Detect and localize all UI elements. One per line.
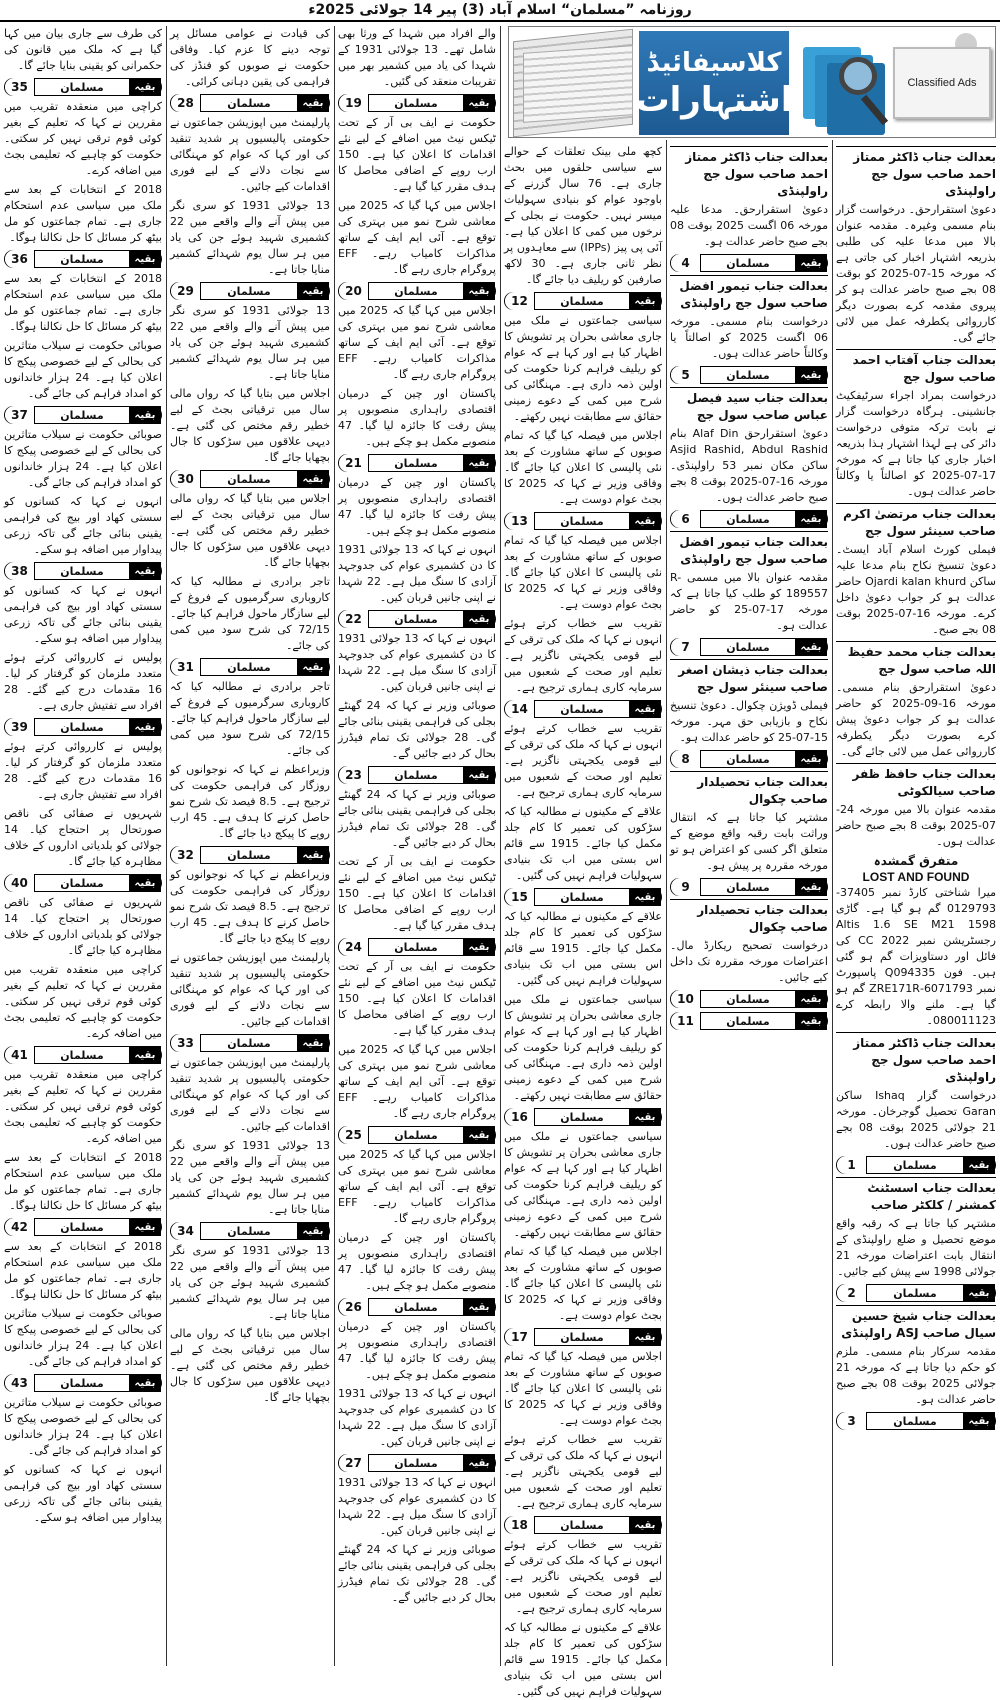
marker-number: 17 <box>505 1328 535 1346</box>
marker-tag: بقیہ <box>795 1012 827 1030</box>
marker-city: مسلمان <box>394 456 438 470</box>
column-divider <box>334 26 335 1666</box>
marker-city: مسلمان <box>394 1456 438 1470</box>
marker-city: مسلمان <box>227 284 271 298</box>
article-paragraph: 2018 کے انتخابات کے بعد سے ملک میں سیاسی عدم استحکام جاری ہے۔ تمام جماعتوں کو مل بیٹھ کر مسائل کا حل نکالنا ہوگا۔ <box>4 1151 162 1212</box>
article-paragraph: کراچی میں منعقدہ تقریب میں مقررین نے کہا کہ تعلیم کے بغیر کوئی قوم ترقی نہیں کر سکتی۔ حکومت کو چاہیے کہ تعلیمی بجٹ میں اضافہ کرے۔ <box>4 963 162 1040</box>
article-paragraph: پاکستان اور چین کے درمیان اقتصادی راہداری منصوبوں پر پیش رفت کا جائزہ لیا گیا۔ 47 منصوبے مکمل ہو چکے ہیں۔ <box>338 1320 496 1381</box>
article-paragraph: اجلاس میں بتایا گیا کہ رواں مالی سال میں ترقیاتی بجٹ کے لیے خطیر رقم مختص کی گئی ہے۔ دیہی علاقوں میں سڑکوں کا جال بچھایا جائے گا۔ <box>170 387 330 464</box>
marker-tag: بقیہ <box>795 990 827 1008</box>
continuation-marker <box>338 766 496 784</box>
article-paragraph: پولیس نے کارروائی کرتے ہوئے متعدد ملزمان کو گرفتار کر لیا۔ 16 مقدمات درج کیے گئے۔ 28 افراد سے تفتیش جاری ہے۔ <box>4 651 162 712</box>
marker-tag: بقیہ <box>463 282 495 300</box>
marker-number: 26 <box>339 1298 369 1316</box>
marker-city: مسلمان <box>60 80 104 94</box>
article-paragraph: علاقے کے مکینوں نے مطالبہ کیا کہ سڑکوں کی تعمیر کا کام جلد مکمل کیا جائے۔ 1915 سے قائم اس بستی میں اب تک بنیادی سہولیات فراہم نہیں کی گئیں۔ <box>504 1621 662 1698</box>
marker-number: 10 <box>671 990 701 1008</box>
article-paragraph: صوبائی وزیر نے کہا کہ 24 گھنٹے بجلی کی فراہمی یقینی بنائی جائے گی۔ 28 جولائی تک تمام فیڈرز بحال کر دیے جائیں گے۔ <box>338 1543 496 1604</box>
marker-city: مسلمان <box>227 660 271 674</box>
column-divider <box>666 140 667 1666</box>
article-paragraph: 13 جولائی 1931 کو سری نگر میں پیش آنے والے واقعے میں 22 کشمیری شہید ہوئے جن کی یاد میں ہر سال یوم شہدائے کشمیر منایا جاتا ہے۔ <box>170 304 330 381</box>
article-lead: کی قیادت نے عوامی مسائل پر توجہ دینے کا عزم کیا۔ وفاقی حکومت نے صوبوں کو فنڈز کی فراہمی کی یقین دہانی کرائی۔ <box>170 27 330 88</box>
article-paragraph: صوبائی وزیر نے کہا کہ 24 گھنٹے بجلی کی فراہمی یقینی بنائی جائے گی۔ 28 جولائی تک تمام فیڈرز بحال کر دیے جائیں گے۔ <box>338 699 496 760</box>
continuation-marker <box>504 1328 662 1346</box>
continuation-marker <box>170 94 330 112</box>
classified-ads-banner <box>508 26 996 138</box>
marker-city: مسلمان <box>726 512 770 526</box>
column-legal-notices-1 <box>836 144 996 1666</box>
marker-number: 29 <box>171 282 201 300</box>
notice-text: دعویٰ استقرارحق۔ مدعا علیہ مورخہ 06 اگست 2025 بوقت 08 بجے صبح حاضر عدالت ہو۔ <box>670 203 828 248</box>
continuation-marker <box>338 1454 496 1472</box>
continuation-marker <box>670 750 828 768</box>
marker-city: مسلمان <box>726 1014 770 1028</box>
marker-city: مسلمان <box>227 96 271 110</box>
marker-tag: بقیہ <box>463 1454 495 1472</box>
article-paragraph: انہوں نے کہا کہ 13 جولائی 1931 کا دن کشمیری عوام کی جدوجہد آزادی کا سنگ میل ہے۔ 22 شہدا نے اپنی جانیں قربان کیں۔ <box>338 1387 496 1448</box>
marker-city: مسلمان <box>893 1158 937 1172</box>
marker-city: مسلمان <box>60 1048 104 1062</box>
continuation-marker <box>836 1284 996 1302</box>
marker-number: 13 <box>505 512 535 530</box>
continuation-marker <box>170 1222 330 1240</box>
article-paragraph: انہوں نے کہا کہ کسانوں کو سستی کھاد اور بیج کی فراہمی یقینی بنائی جائے گی تاکہ زرعی پیداوار میں اضافہ ہو سکے۔ <box>4 1463 162 1524</box>
article-paragraph: حکومت نے ایف بی آر کے تحت ٹیکس نیٹ میں اضافے کے لیے نئے اقدامات کا اعلان کیا ہے۔ 150 ارب روپے کے اضافی محاصل کا ہدف مقرر کیا گیا ہے۔ <box>338 960 496 1037</box>
marker-tag: بقیہ <box>963 1412 995 1430</box>
marker-number: 9 <box>671 878 701 896</box>
article-paragraph: 13 جولائی 1931 کو سری نگر میں پیش آنے والے واقعے میں 22 کشمیری شہید ہوئے جن کی یاد میں ہر سال یوم شہدائے کشمیر منایا جاتا ہے۔ <box>170 1244 330 1321</box>
continuation-marker <box>170 846 330 864</box>
marker-tag: بقیہ <box>795 366 827 384</box>
marker-city: مسلمان <box>394 96 438 110</box>
marker-number: 25 <box>339 1126 369 1144</box>
article-paragraph: 13 جولائی 1931 کو سری نگر میں پیش آنے والے واقعے میں 22 کشمیری شہید ہوئے جن کی یاد میں ہر سال یوم شہدائے کشمیر منایا جاتا ہے۔ <box>170 199 330 276</box>
continuation-marker <box>4 250 162 268</box>
article-paragraph: شہریوں نے صفائی کی ناقص صورتحال پر احتجاج کیا۔ 14 جولائی کو بلدیاتی اداروں کے خلاف مظاہرہ کیا جائے گا۔ <box>4 896 162 957</box>
marker-city: مسلمان <box>726 992 770 1006</box>
marker-city: مسلمان <box>394 768 438 782</box>
marker-city: مسلمان <box>394 612 438 626</box>
marker-number: 34 <box>171 1222 201 1240</box>
marker-tag: بقیہ <box>463 1126 495 1144</box>
marker-number: 21 <box>339 454 369 472</box>
marker-city: مسلمان <box>60 876 104 890</box>
marker-tag: بقیہ <box>297 282 329 300</box>
marker-number: 39 <box>5 718 35 736</box>
marker-number: 14 <box>505 700 535 718</box>
article-paragraph: اجلاس میں فیصلہ کیا گیا کہ تمام صوبوں کے ساتھ مشاورت کے بعد نئی پالیسی کا اعلان کیا جائے گا۔ وفاقی وزیر نے کہا کہ 2025 کا بجٹ عوام دوست ہے۔ <box>504 429 663 506</box>
article-paragraph: صوبائی حکومت نے سیلاب متاثرین کی بحالی کے لیے خصوصی پیکج کا اعلان کیا ہے۔ 24 ہزار خاندانوں کو امداد فراہم کی جائے گی۔ <box>4 428 162 489</box>
notice-text: مشتہر کیا جاتا ہے کہ رقبہ واقع موضع تحصیل و ضلع راولپنڈی کے انتقال بابت اعتراضات مورخہ 21 جولائی 1998 سے پیش کیے جائیں۔ <box>836 1217 996 1278</box>
continuation-marker <box>670 638 828 656</box>
column-legal-notices-2 <box>670 144 828 1666</box>
column-news-4 <box>338 26 496 1666</box>
marker-tag: بقیہ <box>129 1374 161 1392</box>
notice-heading: بعدالت جناب تیمور افضل صاحب سول جج راولپنڈی <box>670 531 828 568</box>
marker-city: مسلمان <box>560 1330 604 1344</box>
article-paragraph: تقریب سے خطاب کرتے ہوئے انہوں نے کہا کہ ملک کی ترقی کے لیے قومی یکجہتی ناگزیر ہے۔ تعلیم اور صحت کے شعبوں میں سرمایہ کاری ہماری ترجیح ہے۔ <box>504 1433 662 1510</box>
article-paragraph: پاکستان اور چین کے درمیان اقتصادی راہداری منصوبوں پر پیش رفت کا جائزہ لیا گیا۔ 47 منصوبے مکمل ہو چکے ہیں۔ <box>338 1231 496 1292</box>
marker-tag: بقیہ <box>795 638 827 656</box>
newspaper-stack-icon <box>523 45 633 123</box>
marker-city: مسلمان <box>726 256 770 270</box>
banner-title-line1: کلاسیفائیڈ <box>646 48 782 78</box>
continuation-marker <box>170 282 330 300</box>
continuation-marker <box>836 1412 996 1430</box>
article-paragraph: تقریب سے خطاب کرتے ہوئے انہوں نے کہا کہ ملک کی ترقی کے لیے قومی یکجہتی ناگزیر ہے۔ تعلیم اور صحت کے شعبوں میں سرمایہ کاری ہماری ترجیح ہے۔ <box>504 722 662 799</box>
article-paragraph: 2018 کے انتخابات کے بعد سے ملک میں سیاسی عدم استحکام جاری ہے۔ تمام جماعتوں کو مل بیٹھ کر مسائل کا حل نکالنا ہوگا۔ <box>4 272 162 333</box>
notice-text: درخواست بنام مسمی۔ مورخہ 06 اگست 2025 کو اصالتاً یا وکالتاً حاضر عدالت ہوں۔ <box>670 315 829 360</box>
notice-text: دعویٰ استقرارحق بنام مسمی۔ مورخہ 16-09-2025 کو حاضر عدالت ہو کر جواب دعویٰ پیش کرے بصورت دیگر یکطرفہ کارروائی عمل میں لائی جائے گی۔ <box>836 681 996 758</box>
article-paragraph: پارلیمنٹ میں اپوزیشن جماعتوں نے حکومتی پالیسیوں پر شدید تنقید کی اور کہا کہ عوام کو مہنگائی سے نجات دلانے کے لیے فوری اقدامات کیے جائیں۔ <box>170 951 330 1028</box>
notice-heading: بعدالت جناب تیمور افضل صاحب سول جج راولپنڈی <box>670 275 828 312</box>
continuation-marker <box>4 78 162 96</box>
article-paragraph: تاجر برادری نے مطالبہ کیا کہ کاروباری سرگرمیوں کے فروغ کے لیے سازگار ماحول فراہم کیا جائے۔ 72/15 کی شرح سود میں کمی کی جائے۔ <box>170 680 330 757</box>
marker-number: 23 <box>339 766 369 784</box>
article-paragraph: علاقے کے مکینوں نے مطالبہ کیا کہ سڑکوں کی تعمیر کا کام جلد مکمل کیا جائے۔ 1915 سے قائم اس بستی میں اب تک بنیادی سہولیات فراہم نہیں کی گئیں۔ <box>504 805 662 882</box>
continuation-marker <box>4 1046 162 1064</box>
marker-tag: بقیہ <box>629 512 661 530</box>
marker-city: مسلمان <box>560 1518 604 1532</box>
marker-city: مسلمان <box>560 1110 604 1124</box>
column-news-5 <box>170 26 330 1666</box>
marker-number: 12 <box>505 292 535 310</box>
column-divider <box>166 26 167 1666</box>
notice-text: درخواست تصحیح ریکارڈ مال۔ اعتراضات مورخہ مقررہ تک داخل کیے جائیں۔ <box>670 939 828 984</box>
article-paragraph: سیاسی جماعتوں نے ملک میں جاری معاشی بحران پر تشویش کا اظہار کیا ہے اور کہا ہے کہ عوام کو ریلیف فراہم کرنا حکومت کی اولین ذمہ داری ہے۔ مہنگائی کی شرح میں کمی کے دعوے زمینی حقائق سے مطابقت نہیں رکھتے۔ <box>504 314 662 423</box>
article-paragraph: پاکستان اور چین کے درمیان اقتصادی راہداری منصوبوں پر پیش رفت کا جائزہ لیا گیا۔ 47 منصوبے مکمل ہو چکے ہیں۔ <box>338 387 496 448</box>
notice-heading: بعدالت جناب ڈاکٹر ممتاز احمد صاحب سول جج راولپنڈی <box>670 146 828 200</box>
article-paragraph: 2018 کے انتخابات کے بعد سے ملک میں سیاسی عدم استحکام جاری ہے۔ تمام جماعتوں کو مل بیٹھ کر مسائل کا حل نکالنا ہوگا۔ <box>4 183 162 244</box>
article-paragraph: اجلاس میں کہا گیا کہ 2025 میں معاشی شرح نمو میں بہتری کی توقع ہے۔ آئی ایم ایف کے ساتھ مذاکرات کامیاب رہے۔ EFF پروگرام جاری رہے گا۔ <box>338 1148 496 1225</box>
continuation-marker <box>670 510 828 528</box>
notice-heading: بعدالت جناب ڈاکٹر ممتاز احمد صاحب سول جج راولپنڈی <box>836 1032 996 1086</box>
marker-number: 42 <box>5 1218 35 1236</box>
continuation-marker <box>670 878 828 896</box>
article-paragraph: صوبائی حکومت نے سیلاب متاثرین کی بحالی کے لیے خصوصی پیکج کا اعلان کیا ہے۔ 24 ہزار خاندانوں کو امداد فراہم کی جائے گی۔ <box>4 339 162 400</box>
marker-number: 5 <box>671 366 701 384</box>
marker-tag: بقیہ <box>963 1156 995 1174</box>
continuation-marker <box>504 888 662 906</box>
article-paragraph: تاجر برادری نے مطالبہ کیا کہ کاروباری سرگرمیوں کے فروغ کے لیے سازگار ماحول فراہم کیا جائے۔ 72/15 کی شرح سود میں کمی کی جائے۔ <box>170 575 330 652</box>
marker-tag: بقیہ <box>795 254 827 272</box>
marker-tag: بقیہ <box>129 562 161 580</box>
article-paragraph: وزیراعظم نے کہا کہ نوجوانوں کو روزگار کی فراہمی حکومت کی ترجیح ہے۔ 8.5 فیصد تک شرح نمو حاصل کرنے کا ہدف ہے۔ 45 ارب روپے کا پیکج دیا جائے گا۔ <box>170 763 330 840</box>
marker-number: 6 <box>671 510 701 528</box>
marker-number: 41 <box>5 1046 35 1064</box>
lost-found-heading: متفرق گمشدہ <box>873 854 959 868</box>
continuation-marker <box>504 292 662 310</box>
banner-title <box>635 31 793 135</box>
marker-tag: بقیہ <box>629 1328 661 1346</box>
banner-title-line2: اشتہارات <box>635 80 793 120</box>
continuation-marker <box>338 610 496 628</box>
marker-number: 31 <box>171 658 201 676</box>
marker-tag: بقیہ <box>629 1108 661 1126</box>
marker-number: 16 <box>505 1108 535 1126</box>
marker-number: 7 <box>671 638 701 656</box>
article-paragraph: انہوں نے کہا کہ کسانوں کو سستی کھاد اور بیج کی فراہمی یقینی بنائی جائے گی تاکہ زرعی پیداوار میں اضافہ ہو سکے۔ <box>4 495 162 556</box>
continuation-marker <box>338 1126 496 1144</box>
continuation-marker <box>170 470 330 488</box>
marker-number: 38 <box>5 562 35 580</box>
marker-city: مسلمان <box>726 880 770 894</box>
marker-number: 36 <box>5 250 35 268</box>
notice-text: مقدمہ عنوان بالا میں مسمی R-189557 کو طلب کیا جاتا ہے کہ مورخہ 17-07-25 کو حاضر عدالت ہو۔ <box>670 571 828 632</box>
marker-tag: بقیہ <box>129 718 161 736</box>
marker-number: 33 <box>171 1034 201 1052</box>
article-paragraph: اجلاس میں فیصلہ کیا گیا کہ تمام صوبوں کے ساتھ مشاورت کے بعد نئی پالیسی کا اعلان کیا جائے گا۔ وفاقی وزیر نے کہا کہ 2025 کا بجٹ عوام دوست ہے۔ <box>504 1245 663 1322</box>
article-lead: کی طرف سے جاری بیان میں کہا گیا ہے کہ ملک میں قانون کی حکمرانی کو یقینی بنایا جائے گا۔ <box>4 27 162 72</box>
continuation-marker <box>338 94 496 112</box>
marker-tag: بقیہ <box>463 1298 495 1316</box>
continuation-marker <box>504 512 662 530</box>
marker-number: 30 <box>171 470 201 488</box>
notice-heading: بعدالت جناب سید فیصل عباس صاحب سول جج <box>670 387 828 424</box>
marker-number: 27 <box>339 1454 369 1472</box>
article-paragraph: صوبائی حکومت نے سیلاب متاثرین کی بحالی کے لیے خصوصی پیکج کا اعلان کیا ہے۔ 24 ہزار خاندانوں کو امداد فراہم کی جائے گی۔ <box>4 1396 162 1457</box>
marker-number: 32 <box>171 846 201 864</box>
article-paragraph: اجلاس میں بتایا گیا کہ رواں مالی سال میں ترقیاتی بجٹ کے لیے خطیر رقم مختص کی گئی ہے۔ دیہی علاقوں میں سڑکوں کا جال بچھایا جائے گا۔ <box>170 1327 330 1404</box>
continuation-marker <box>504 1516 662 1534</box>
marker-number: 3 <box>837 1412 867 1430</box>
article-paragraph: حکومت نے ایف بی آر کے تحت ٹیکس نیٹ میں اضافے کے لیے نئے اقدامات کا اعلان کیا ہے۔ 150 ارب روپے کے اضافی محاصل کا ہدف مقرر کیا گیا ہے۔ <box>338 116 496 193</box>
marker-number: 4 <box>671 254 701 272</box>
continuation-marker <box>338 282 496 300</box>
article-paragraph: علاقے کے مکینوں نے مطالبہ کیا کہ سڑکوں کی تعمیر کا کام جلد مکمل کیا جائے۔ 1915 سے قائم اس بستی میں اب تک بنیادی سہولیات فراہم نہیں کی گئیں۔ <box>504 910 662 987</box>
marker-tag: بقیہ <box>629 292 661 310</box>
article-lead: والے افراد میں شہدا کے ورثا بھی شامل تھے۔ 13 جولائی 1931 کے شہدا کی یاد میں کشمیر بھر میں تقریبات منعقد کی گئیں۔ <box>338 27 496 88</box>
marker-number: 37 <box>5 406 35 424</box>
marker-number: 8 <box>671 750 701 768</box>
notice-heading: بعدالت جناب محمد حفیظ اللہ صاحب سول جج <box>836 641 996 678</box>
marker-tag: بقیہ <box>129 1218 161 1236</box>
marker-city: مسلمان <box>60 720 104 734</box>
classified-ads-sign <box>893 47 991 119</box>
marker-city: مسلمان <box>227 848 271 862</box>
continuation-marker <box>170 658 330 676</box>
masthead-text: روزنامہ ”مسلمان“ اسلام آباد (3) پیر 14 جولائی 2025ء <box>308 2 692 18</box>
marker-city: مسلمان <box>560 890 604 904</box>
marker-tag: بقیہ <box>297 1222 329 1240</box>
marker-city: مسلمان <box>227 472 271 486</box>
marker-city: مسلمان <box>560 294 604 308</box>
article-paragraph: صوبائی حکومت نے سیلاب متاثرین کی بحالی کے لیے خصوصی پیکج کا اعلان کیا ہے۔ 24 ہزار خاندانوں کو امداد فراہم کی جائے گی۔ <box>4 1307 162 1368</box>
continuation-marker <box>4 718 162 736</box>
marker-city: مسلمان <box>560 514 604 528</box>
marker-city: مسلمان <box>726 640 770 654</box>
marker-city: مسلمان <box>60 252 104 266</box>
marker-tag: بقیہ <box>795 878 827 896</box>
notice-text: مقدمہ سرکار بنام مسمی۔ ملزم کو حکم دیا جاتا ہے کہ مورخہ 21 جولائی 2025 بوقت 08 بجے صبح حاضر عدالت ہو۔ <box>836 1345 996 1406</box>
marker-tag: بقیہ <box>963 1284 995 1302</box>
article-paragraph: وزیراعظم نے کہا کہ نوجوانوں کو روزگار کی فراہمی حکومت کی ترجیح ہے۔ 8.5 فیصد تک شرح نمو حاصل کرنے کا ہدف ہے۔ 45 ارب روپے کا پیکج دیا جائے گا۔ <box>170 868 330 945</box>
continuation-marker <box>4 1218 162 1236</box>
continuation-marker <box>4 874 162 892</box>
lost-found-text: میرا شناختی کارڈ نمبر 37405-0129793 گم ہو گیا ہے۔ گاڑی Altis 1.6 SE M21 1598 رجسٹریشن نمبر CC 2022 کی فائل اور دستاویزات گم ہو گئی ہیں۔ فون Q094335 پاسپورٹ نمبر 6071793-ZRE171R گم ہو گیا ہے۔ ملنے والا رابطہ کرے 080011123۔ <box>836 886 996 1027</box>
notice-heading: بعدالت جناب ڈاکٹر ممتاز احمد صاحب سول جج راولپنڈی <box>836 146 996 200</box>
article-paragraph: اجلاس میں بتایا گیا کہ رواں مالی سال میں ترقیاتی بجٹ کے لیے خطیر رقم مختص کی گئی ہے۔ دیہی علاقوں میں سڑکوں کا جال بچھایا جائے گا۔ <box>170 492 330 569</box>
article-paragraph: حکومت نے ایف بی آر کے تحت ٹیکس نیٹ میں اضافے کے لیے نئے اقدامات کا اعلان کیا ہے۔ 150 ارب روپے کے اضافی محاصل کا ہدف مقرر کیا گیا ہے۔ <box>338 855 496 932</box>
marker-city: مسلمان <box>227 1224 271 1238</box>
article-paragraph: انہوں نے کہا کہ کسانوں کو سستی کھاد اور بیج کی فراہمی یقینی بنائی جائے گی تاکہ زرعی پیداوار میں اضافہ ہو سکے۔ <box>4 584 162 645</box>
marker-tag: بقیہ <box>629 700 661 718</box>
marker-number: 28 <box>171 94 201 112</box>
lost-found-heading-en: LOST AND FOUND <box>862 870 970 884</box>
marker-number: 40 <box>5 874 35 892</box>
notice-text: فیملی کورٹ اسلام آباد ایسٹ۔ دعویٰ تنسیخ نکاح بنام مدعا علیہ ساکن Ojardi kalan khurd حاضر عدالت ہو کر جواب دعویٰ داخل کرے۔ مورخہ 16-07-2025 بوقت 08 بجے صبح۔ <box>836 543 996 636</box>
article-paragraph: پاکستان اور چین کے درمیان اقتصادی راہداری منصوبوں پر پیش رفت کا جائزہ لیا گیا۔ 47 منصوبے مکمل ہو چکے ہیں۔ <box>338 476 496 537</box>
marker-city: مسلمان <box>560 702 604 716</box>
marker-tag: بقیہ <box>463 938 495 956</box>
marker-tag: بقیہ <box>629 1516 661 1534</box>
notice-text: فیملی ڈویژن چکوال۔ دعویٰ تنسیخ نکاح و بازیابی حق مہر۔ مورخہ 15-07-25 کو حاضر عدالت ہو۔ <box>670 699 828 744</box>
article-paragraph: اجلاس میں فیصلہ کیا گیا کہ تمام صوبوں کے ساتھ مشاورت کے بعد نئی پالیسی کا اعلان کیا جائے گا۔ وفاقی وزیر نے کہا کہ 2025 کا بجٹ عوام دوست ہے۔ <box>504 534 663 611</box>
article-paragraph: انہوں نے کہا کہ 13 جولائی 1931 کا دن کشمیری عوام کی جدوجہد آزادی کا سنگ میل ہے۔ 22 شہدا نے اپنی جانیں قربان کیں۔ <box>338 543 496 604</box>
notice-heading: بعدالت جناب اسسٹنٹ کمشنر / کلکٹر صاحب <box>836 1177 996 1214</box>
marker-tag: بقیہ <box>297 658 329 676</box>
marker-city: مسلمان <box>60 564 104 578</box>
marker-number: 43 <box>5 1374 35 1392</box>
article-paragraph: سیاسی جماعتوں نے ملک میں جاری معاشی بحران پر تشویش کا اظہار کیا ہے اور کہا ہے کہ عوام کو ریلیف فراہم کرنا حکومت کی اولین ذمہ داری ہے۔ مہنگائی کی شرح میں کمی کے دعوے زمینی حقائق سے مطابقت نہیں رکھتے۔ <box>504 993 662 1102</box>
marker-number: 2 <box>837 1284 867 1302</box>
marker-number: 18 <box>505 1516 535 1534</box>
notice-heading: بعدالت جناب مرتضیٰ اکرم صاحب سینئر سول جج <box>836 503 996 540</box>
marker-city: مسلمان <box>893 1286 937 1300</box>
marker-number: 11 <box>671 1012 701 1030</box>
notice-heading: بعدالت جناب تحصیلدار صاحب چکوال <box>670 771 828 808</box>
marker-city: مسلمان <box>394 1128 438 1142</box>
continuation-marker <box>836 1156 996 1174</box>
continuation-marker <box>338 938 496 956</box>
article-paragraph: پارلیمنٹ میں اپوزیشن جماعتوں نے حکومتی پالیسیوں پر شدید تنقید کی اور کہا کہ عوام کو مہنگائی سے نجات دلانے کے لیے فوری اقدامات کیے جائیں۔ <box>170 1056 330 1133</box>
marker-tag: بقیہ <box>129 1046 161 1064</box>
marker-city: مسلمان <box>394 284 438 298</box>
notice-text: درخواست گزار Ishaq ساکن Garan تحصیل گوجرخان۔ مورخہ 21 جولائی 2025 بوقت 08 بجے صبح حاضر عدالت ہوں۔ <box>836 1089 997 1150</box>
continuation-marker <box>4 406 162 424</box>
article-paragraph: پولیس نے کارروائی کرتے ہوئے متعدد ملزمان کو گرفتار کر لیا۔ 16 مقدمات درج کیے گئے۔ 28 افراد سے تفتیش جاری ہے۔ <box>4 740 162 801</box>
marker-tag: بقیہ <box>129 874 161 892</box>
notice-text: دعویٰ استقرارحق Alaf Din بنام Asjid Rashid, Abdul Rashid ساکن مکان نمبر 53 راولپنڈی۔ مورخہ 16-07-2025 بوقت 8 بجے صبح حاضر عدالت ہوں۔ <box>670 427 828 504</box>
marker-number: 15 <box>505 888 535 906</box>
continuation-marker <box>670 366 828 384</box>
article-paragraph: شہریوں نے صفائی کی ناقص صورتحال پر احتجاج کیا۔ 14 جولائی کو بلدیاتی اداروں کے خلاف مظاہرہ کیا جائے گا۔ <box>4 807 162 868</box>
notice-text: درخواست بمراد اجراء سرٹیفکیٹ جانشینی۔ ہرگاہ درخواست گزار نے بابت ترکہ متوفی درخواست دائر کی ہے لہذا اشتہار ہذا بذریعہ اخبار جاری کیا جاتا ہے کہ مورخہ 17-07-2025 کو اصالتاً یا وکالتاً حاضر عدالت ہوں۔ <box>836 389 996 498</box>
marker-tag: بقیہ <box>129 406 161 424</box>
continuation-marker <box>4 562 162 580</box>
article-paragraph: کراچی میں منعقدہ تقریب میں مقررین نے کہا کہ تعلیم کے بغیر کوئی قوم ترقی نہیں کر سکتی۔ حکومت کو چاہیے کہ تعلیمی بجٹ میں اضافہ کرے۔ <box>4 1068 162 1145</box>
marker-tag: بقیہ <box>129 250 161 268</box>
notice-text: دعویٰ استقرارحق۔ درخواست گزار بنام مسمی وغیرہ۔ مقدمہ عنوان بالا میں مدعا علیہ کی طلبی بذریعہ اشتہار اخبار کی جاتی ہے کہ مورخہ 15-07-2025 کو بوقت 08 بجے صبح حاضر عدالت ہو کر پیروی مقدمہ کرے بصورت دیگر کارروائی یکطرفہ عمل میں لائی جائے گی۔ <box>836 203 996 344</box>
continuation-marker <box>4 1374 162 1392</box>
marker-tag: بقیہ <box>463 94 495 112</box>
article-paragraph: اجلاس میں کہا گیا کہ 2025 میں معاشی شرح نمو میں بہتری کی توقع ہے۔ آئی ایم ایف کے ساتھ مذاکرات کامیاب رہے۔ EFF پروگرام جاری رہے گا۔ <box>338 304 496 381</box>
article-paragraph: صوبائی وزیر نے کہا کہ 24 گھنٹے بجلی کی فراہمی یقینی بنائی جائے گی۔ 28 جولائی تک تمام فیڈرز بحال کر دیے جائیں گے۔ <box>338 788 496 849</box>
masthead <box>0 0 1000 22</box>
marker-city: مسلمان <box>60 1220 104 1234</box>
article-paragraph: تقریب سے خطاب کرتے ہوئے انہوں نے کہا کہ ملک کی ترقی کے لیے قومی یکجہتی ناگزیر ہے۔ تعلیم اور صحت کے شعبوں میں سرمایہ کاری ہماری ترجیح ہے۔ <box>504 1538 662 1615</box>
continuation-marker <box>338 454 496 472</box>
article-paragraph: انہوں نے کہا کہ 13 جولائی 1931 کا دن کشمیری عوام کی جدوجہد آزادی کا سنگ میل ہے۔ 22 شہدا نے اپنی جانیں قربان کیں۔ <box>338 632 496 693</box>
classified-ads-sign-text: Classified Ads <box>907 77 977 89</box>
marker-tag: بقیہ <box>463 766 495 784</box>
article-paragraph: سیاسی جماعتوں نے ملک میں جاری معاشی بحران پر تشویش کا اظہار کیا ہے اور کہا ہے کہ عوام کو ریلیف فراہم کرنا حکومت کی اولین ذمہ داری ہے۔ مہنگائی کی شرح میں کمی کے دعوے زمینی حقائق سے مطابقت نہیں رکھتے۔ <box>504 1130 662 1239</box>
marker-tag: بقیہ <box>463 610 495 628</box>
marker-number: 20 <box>339 282 369 300</box>
marker-number: 24 <box>339 938 369 956</box>
notice-heading: بعدالت جناب شیخ حسین سیال صاحب ASJ راولپنڈی <box>836 1305 996 1342</box>
marker-city: مسلمان <box>60 408 104 422</box>
marker-tag: بقیہ <box>297 470 329 488</box>
article-paragraph: اجلاس میں فیصلہ کیا گیا کہ تمام صوبوں کے ساتھ مشاورت کے بعد نئی پالیسی کا اعلان کیا جائے گا۔ وفاقی وزیر نے کہا کہ 2025 کا بجٹ عوام دوست ہے۔ <box>504 1350 663 1427</box>
marker-city: مسلمان <box>726 752 770 766</box>
article-paragraph: کراچی میں منعقدہ تقریب میں مقررین نے کہا کہ تعلیم کے بغیر کوئی قوم ترقی نہیں کر سکتی۔ حکومت کو چاہیے کہ تعلیمی بجٹ میں اضافہ کرے۔ <box>4 100 162 177</box>
article-paragraph: اجلاس میں کہا گیا کہ 2025 میں معاشی شرح نمو میں بہتری کی توقع ہے۔ آئی ایم ایف کے ساتھ مذاکرات کامیاب رہے۔ EFF پروگرام جاری رہے گا۔ <box>338 1043 496 1120</box>
marker-city: مسلمان <box>60 1376 104 1390</box>
continuation-marker <box>170 1034 330 1052</box>
marker-city: مسلمان <box>726 368 770 382</box>
article-lead: کچھ ملی بینک تعلقات کے حوالے سے سیاسی حلقوں میں بحث جاری ہے۔ 76 سال گزرنے کے باوجود عوام کو بنیادی سہولیات میسر نہیں۔ حکومت نے بجلی کے نرخوں میں کمی کا اعلان کیا ہے۔ آئی پی پیز (IPPs) سے معاہدوں پر نظر ثانی جاری ہے۔ 30 لاکھ صارفین کو ریلیف دیا جائے گا۔ <box>504 145 663 286</box>
marker-tag: بقیہ <box>795 510 827 528</box>
marker-tag: بقیہ <box>297 846 329 864</box>
marker-city: مسلمان <box>227 1036 271 1050</box>
marker-number: 19 <box>339 94 369 112</box>
continuation-marker <box>338 1298 496 1316</box>
marker-number: 22 <box>339 610 369 628</box>
magnifier-icon <box>839 57 877 95</box>
notice-text: مقدمہ عنوان بالا میں مورخہ 24-07-2025 بوقت 8 بجے صبح حاضر عدالت ہوں۔ <box>836 803 997 848</box>
continuation-marker <box>504 1108 662 1126</box>
marker-city: مسلمان <box>893 1414 937 1428</box>
article-paragraph: انہوں نے کہا کہ 13 جولائی 1931 کا دن کشمیری عوام کی جدوجہد آزادی کا سنگ میل ہے۔ 22 شہدا نے اپنی جانیں قربان کیں۔ <box>338 1476 496 1537</box>
marker-tag: بقیہ <box>463 454 495 472</box>
marker-tag: بقیہ <box>795 750 827 768</box>
continuation-marker <box>504 700 662 718</box>
marker-number: 35 <box>5 78 35 96</box>
article-paragraph: اجلاس میں کہا گیا کہ 2025 میں معاشی شرح نمو میں بہتری کی توقع ہے۔ آئی ایم ایف کے ساتھ مذاکرات کامیاب رہے۔ EFF پروگرام جاری رہے گا۔ <box>338 199 496 276</box>
article-paragraph: پارلیمنٹ میں اپوزیشن جماعتوں نے حکومتی پالیسیوں پر شدید تنقید کی اور کہا کہ عوام کو مہنگائی سے نجات دلانے کے لیے فوری اقدامات کیے جائیں۔ <box>170 116 330 193</box>
notice-heading: بعدالت جناب تحصیلدار صاحب چکوال <box>670 899 828 936</box>
marker-tag: بقیہ <box>129 78 161 96</box>
notice-heading: بعدالت جناب آفتاب احمد صاحب سول جج <box>836 349 996 386</box>
column-divider <box>832 140 833 1666</box>
marker-city: مسلمان <box>394 940 438 954</box>
continuation-marker <box>670 990 828 1008</box>
marker-tag: بقیہ <box>297 94 329 112</box>
marker-tag: بقیہ <box>629 888 661 906</box>
marker-tag: بقیہ <box>297 1034 329 1052</box>
marker-city: مسلمان <box>394 1300 438 1314</box>
continuation-marker <box>670 1012 828 1030</box>
notice-heading: بعدالت جناب ذیشان اصغر صاحب سینئر سول جج <box>670 659 828 696</box>
column-news-3 <box>504 144 663 1698</box>
notice-heading: بعدالت جناب حافظ ظفر صاحب سیالکوٹی <box>836 763 996 800</box>
article-paragraph: 2018 کے انتخابات کے بعد سے ملک میں سیاسی عدم استحکام جاری ہے۔ تمام جماعتوں کو مل بیٹھ کر مسائل کا حل نکالنا ہوگا۔ <box>4 1240 162 1301</box>
notice-text: مشتہر کیا جاتا ہے کہ انتقال وراثت بابت رقبہ واقع موضع کے متعلق اگر کسی کو اعتراض ہو تو مورخہ مقررہ پر پیش ہو۔ <box>670 811 828 872</box>
article-paragraph: 13 جولائی 1931 کو سری نگر میں پیش آنے والے واقعے میں 22 کشمیری شہید ہوئے جن کی یاد میں ہر سال یوم شہدائے کشمیر منایا جاتا ہے۔ <box>170 1139 330 1216</box>
article-paragraph: تقریب سے خطاب کرتے ہوئے انہوں نے کہا کہ ملک کی ترقی کے لیے قومی یکجہتی ناگزیر ہے۔ تعلیم اور صحت کے شعبوں میں سرمایہ کاری ہماری ترجیح ہے۔ <box>504 617 662 694</box>
marker-number: 1 <box>837 1156 867 1174</box>
continuation-marker <box>670 254 828 272</box>
column-divider <box>500 26 501 1666</box>
column-news-6 <box>4 26 162 1666</box>
